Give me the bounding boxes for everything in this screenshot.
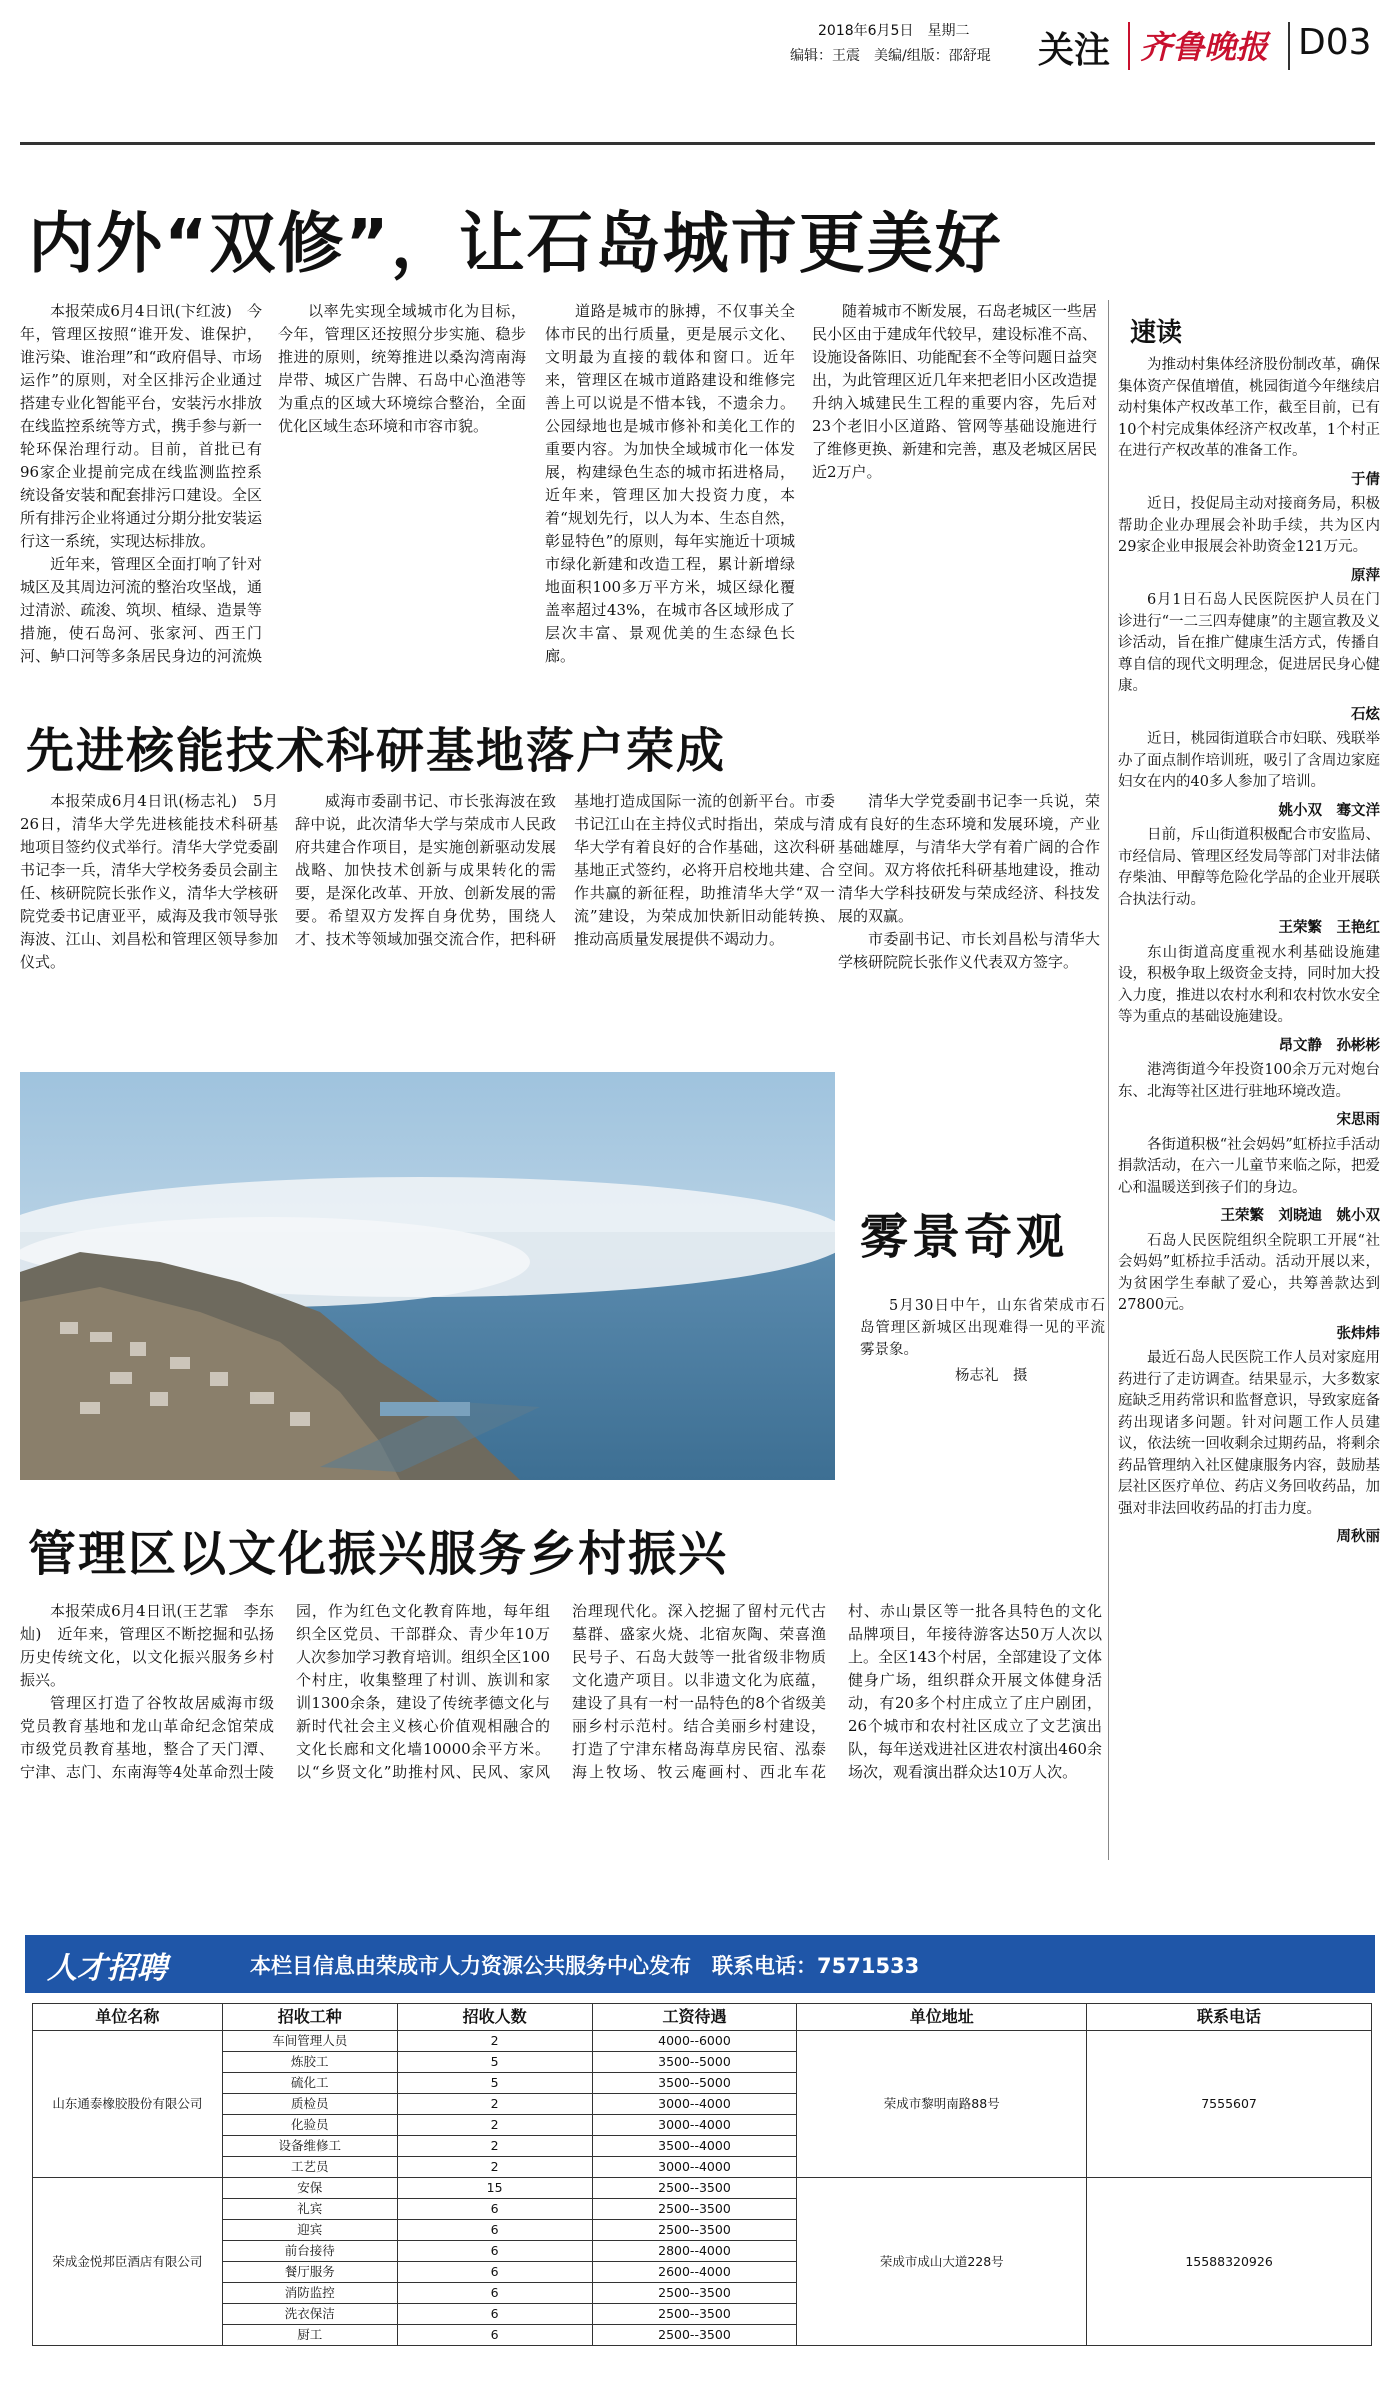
job-title: 迎宾 — [222, 2220, 397, 2241]
headcount: 5 — [397, 2073, 592, 2094]
table-row — [33, 2178, 1372, 2199]
headcount: 2 — [397, 2157, 592, 2178]
company-name: 荣成金悦邦臣酒店有限公司 — [33, 2178, 223, 2346]
article1-paragraph: 以率先实现全域城市化为目标，今年，管理区还按照分步实施、稳步推进的原则，统筹推进以桑沟湾南海岸带、城区广告牌、石岛中心渔港等为重点的区域大环境综合整治，全面优化区域生态环境和市容市貌。 — [278, 302, 526, 435]
masthead-divider-2 — [1288, 22, 1290, 70]
salary: 3000--4000 — [592, 2157, 797, 2178]
article2-col3 — [838, 790, 1100, 1050]
brief-author: 张炜炜 — [1336, 1324, 1380, 1342]
job-title: 消防监控 — [222, 2283, 397, 2304]
brief-item: 近日，投促局主动对接商务局，积极帮助企业办理展会补助手续，共为区内29家企业申报展会补助资金121万元。 — [1118, 496, 1380, 555]
section-label: 关注 — [1038, 30, 1111, 71]
brief-item: 东山街道高度重视水利基础设施建设，积极争取上级资金支持，同时加大投入力度，推进以农村水利和农村饮水安全等为重点的基础设施建设。 — [1118, 944, 1380, 1025]
masthead-divider — [1128, 22, 1130, 70]
sidebar-title: 速读 — [1130, 318, 1183, 348]
fog-photo — [20, 1072, 835, 1480]
brief-author: 昂文静 孙彬彬 — [1278, 1036, 1380, 1054]
brief-author: 周秋丽 — [1336, 1528, 1380, 1545]
salary: 2500--3500 — [592, 2283, 797, 2304]
article1-col2 — [278, 300, 526, 670]
column-header: 工资待遇 — [592, 2004, 797, 2031]
headcount: 6 — [397, 2220, 592, 2241]
jobs-table — [32, 2003, 1372, 2346]
headcount: 6 — [397, 2241, 592, 2262]
column-header: 招收工种 — [222, 2004, 397, 2031]
brief-item: 为推动村集体经济股份制改革，确保集体资产保值增值，桃园街道今年继续启动村集体产权改革工作，截至目前，已有10个村完成集体经济产权改革，1个村正在进行产权改革的准备工作。 — [1118, 357, 1380, 459]
company-phone: 15588320926 — [1087, 2178, 1372, 2346]
brief-author: 原萍 — [1351, 566, 1380, 584]
company-address: 荣成市黎明南路88号 — [797, 2031, 1087, 2178]
sidebar-divider — [1108, 300, 1109, 1860]
salary: 3000--4000 — [592, 2115, 797, 2136]
job-title: 餐厅服务 — [222, 2262, 397, 2283]
brief-item: 近日，桃园街道联合市妇联、残联举办了面点制作培训班，吸引了含周边家庭妇女在内的40多人参加了培训。 — [1118, 731, 1380, 790]
headcount: 2 — [397, 2136, 592, 2157]
salary: 3500--4000 — [592, 2136, 797, 2157]
headcount: 6 — [397, 2199, 592, 2220]
article2-col2 — [295, 790, 835, 1050]
brief-author: 王荣繁 王艳红 — [1278, 919, 1380, 936]
headcount: 15 — [397, 2178, 592, 2199]
photo-caption-text: 5月30日中午，山东省荣成市石岛管理区新城区出现难得一见的平流雾景象。 — [860, 1298, 1105, 1358]
table-row — [33, 2031, 1372, 2052]
headcount: 5 — [397, 2052, 592, 2073]
job-title: 礼宾 — [222, 2199, 397, 2220]
recruit-logo: 人才招聘 — [47, 1951, 167, 1986]
job-title: 炼胶工 — [222, 2052, 397, 2073]
brief-item: 各街道积极“社会妈妈”虹桥拉手活动捐款活动，在六一儿童节来临之际，把爱心和温暖送到孩子们的身边。 — [1118, 1136, 1380, 1196]
article1-paragraph: 道路是城市的脉搏，不仅事关全体市民的出行质量，更是展示文化、文明最为直接的载体和窗口。近年来，管理区在城市道路建设和维修完善上可以说是不惜本钱，不遗余力。公园绿地也是城市修补和美化工作的重要内容。为加快全域城市化一体发展，构建绿色生态的城市拓进格局，近年来，管理区加大投资力度，本着“规划先行，以人为本、生态自然，彰显特色”的原则，每年实施近十项城市绿化新建和改造工程，累计新增绿地面积100多万平方米，城区绿化覆盖率超过43%，在城市各区域形成了层次丰富、景观优美的生态绿色长廊。 — [545, 302, 795, 665]
recruit-banner-text: 本栏目信息由荣成市人力资源公共服务中心发布 联系电话：7571533 — [250, 1954, 920, 1978]
column-header: 单位地址 — [797, 2004, 1087, 2031]
salary: 4000--6000 — [592, 2031, 797, 2052]
sidebar-briefs — [1118, 355, 1380, 1855]
article1-col3 — [545, 300, 795, 670]
salary: 2800--4000 — [592, 2241, 797, 2262]
article2-paragraph: 本报荣成6月4日讯(杨志礼) 5月26日，清华大学先进核能技术科研基地项目签约仪式举行。清华大学党委副书记李一兵，清华大学校务委员会副主任、核研院院长张作义，清华大学核研院党委书记唐亚平，威海及我市领导张海波、江山、刘昌松和管理区领导参加仪式。 — [20, 792, 278, 971]
headcount: 6 — [397, 2262, 592, 2283]
job-title: 硫化工 — [222, 2073, 397, 2094]
headcount: 2 — [397, 2094, 592, 2115]
brief-item: 港湾街道今年投资100余万元对炮台东、北海等社区进行驻地环境改造。 — [1118, 1062, 1380, 1100]
article1-paragraph: 随着城市不断发展，石岛老城区一些居民小区由于建成年代较早，建设标准不高、设施设备陈旧、功能配套不全等问题日益突出，为此管理区近几年来把老旧小区改造提升纳入城建民生工程的重要内容，先后对23个老旧小区道路、管网等基础设施进行了维修更换、新建和完善，惠及老城区居民近2万户。 — [812, 302, 1097, 481]
photo-caption — [860, 1295, 1105, 1365]
article2-col1 — [20, 790, 278, 1050]
brief-item: 最近石岛人民医院工作人员对家庭用药进行了走访调查。结果显示，大多数家庭缺乏用药常识和监督意识，导致家庭备药出现诸多问题。针对问题工作人员建议，依法统一回收剩余过期药品，将剩余药品管理纳入社区健康服务内容，鼓励基层社区医疗单位、药店义务回收药品，加强对非法回收药品的打击力度。 — [1118, 1350, 1380, 1517]
job-title: 设备维修工 — [222, 2136, 397, 2157]
salary: 2500--3500 — [592, 2304, 797, 2325]
job-title: 化验员 — [222, 2115, 397, 2136]
column-header: 单位名称 — [33, 2004, 223, 2031]
job-title: 车间管理人员 — [222, 2031, 397, 2052]
brief-author: 于倩 — [1351, 470, 1380, 488]
article1-paragraph: 本报荣成6月4日讯(卞红波) 今年，管理区按照“谁开发、谁保护，谁污染、谁治理”和“政府倡导、市场运作”的原则，对全区排污企业通过搭建专业化智能平台，安装污水排放在线监控系统等方式，携手参与新一轮环保治理行动。目前，首批已有96家企业提前完成在线监测监控系统设备安装和配套排污口建设。全区所有排污企业将通过分期分批安装运行这一系统，实现达标排放。 — [20, 302, 262, 550]
article2-paragraph: 市委副书记、市长刘昌松与清华大学核研院院长张作义代表双方签字。 — [838, 930, 1100, 971]
job-title: 厨工 — [222, 2325, 397, 2346]
headcount: 2 — [397, 2115, 592, 2136]
column-header: 联系电话 — [1087, 2004, 1372, 2031]
job-title: 工艺员 — [222, 2157, 397, 2178]
article3-body — [20, 1600, 1102, 1900]
column-header: 招收人数 — [397, 2004, 592, 2031]
article1-headline: 内外“双修”，让石岛城市更美好 — [28, 205, 1003, 282]
paper-logo: 齐鲁晚报 — [1140, 28, 1269, 66]
article1-col4 — [812, 300, 1097, 670]
company-name: 山东通泰橡胶股份有限公司 — [33, 2031, 223, 2178]
article2-paragraph: 清华大学党委副书记李一兵说，荣成有良好的生态环境和发展环境，产业基础雄厚，与清华大学有着广阔的合作空间。双方将依托科研基地建设，推动清华大学科技研发与荣成经济、科技发展的双赢。 — [838, 792, 1100, 925]
top-rule — [20, 142, 1375, 145]
article1-col1 — [20, 300, 262, 670]
brief-author: 石炫 — [1351, 705, 1380, 723]
issue-date: 2018年6月5日 星期二 — [818, 23, 970, 39]
salary: 2500--3500 — [592, 2199, 797, 2220]
brief-item: 6月1日石岛人民医院医护人员在门诊进行“一二三四寿健康”的主题宣教及义诊活动，旨在推广健康生活方式，传播自尊自信的现代文明理念，促进居民身心健康。 — [1118, 592, 1380, 694]
brief-author: 宋思雨 — [1336, 1111, 1380, 1128]
headcount: 6 — [397, 2325, 592, 2346]
salary: 3500--5000 — [592, 2073, 797, 2094]
salary: 3000--4000 — [592, 2094, 797, 2115]
headcount: 6 — [397, 2304, 592, 2325]
job-title: 洗衣保洁 — [222, 2304, 397, 2325]
article2-paragraph: 威海市委副书记、市长张海波在致辞中说，此次清华大学与荣成市人民政府共建合作项目，是实施创新驱动发展战略、加快技术创新与成果转化的需要，是深化改革、开放、创新发展的需要。希望双方发挥自身优势，围绕人才、技术等领域加强交流合作，把科研基地打造成国际一流的创新平台。市委书记江山在主持仪式时指出，荣成与清华大学有着良好的合作基础，这次科研基地正式签约，必将开启校地共建、合作共赢的新征程，助推清华大学“双一流”建设，为荣成加快新旧动能转换、推动高质量发展提供不竭动力。 — [295, 792, 835, 948]
salary: 3500--5000 — [592, 2052, 797, 2073]
jobs-table-header — [33, 2004, 1372, 2031]
article3-paragraph: 本报荣成6月4日讯(王艺霏 李东灿) 近年来，管理区不断挖掘和弘扬历史传统文化，以文化振兴服务乡村振兴。 — [20, 1602, 274, 1689]
editor-credits: 编辑：王震 美编/组版：邵舒琨 — [790, 48, 991, 64]
brief-author: 姚小双 骞文洋 — [1278, 801, 1380, 819]
salary: 2600--4000 — [592, 2262, 797, 2283]
salary: 2500--3500 — [592, 2178, 797, 2199]
headcount: 6 — [397, 2283, 592, 2304]
brief-item: 日前，斥山街道积极配合市安监局、市经信局、管理区经发局等部门对非法储存柴油、甲醇等危险化学品的企业开展联合执法行动。 — [1118, 827, 1380, 908]
article3-paragraph: 管理区打造了谷牧故居威海市级党员教育基地和龙山革命纪念馆荣成市级党员教育基地，整合了天门潭、宁津、志门、东南海等4处革命烈士陵园，作为红色文化教育阵地，每年组织全区党员、干部群众、青少年10万人次参加学习教育培训。组织全区100个村庄，收集整理了村训、族训和家训1300余条，建设了传统孝德文化与新时代社会主义核心价值观相融合的文化长廊和文化墙10000余平方米。以“乡贤文化”助推村风、民风、家风治理现代化。深入挖掘了留村元代古墓群、盛家火烧、北宿灰陶、荣喜渔民号子、石岛大鼓等一批省级非物质文化遗产项目。以非遗文化为底蕴，建设了具有一村一品特色的8个省级美丽乡村示范村。结合美丽乡村建设，打造了宁津东楮岛海草房民宿、泓泰海上牧场、牧云庵画村、西北车花村、赤山景区等一批各具特色的文化品牌项目，年接待游客达50万人次以上。全区143个村居，全部建设了文体健身广场，组织群众开展文体健身活动，有20多个村庄成立了庄户剧团，26个城市和农村社区成立了文艺演出队，每年送戏进社区进农村演出460余场次，观看演出群众达10万人次。 — [20, 1602, 1102, 1781]
headcount: 2 — [397, 2031, 592, 2052]
salary: 2500--3500 — [592, 2325, 797, 2346]
article2-headline: 先进核能技术科研基地落户荣成 — [26, 723, 727, 779]
photo-title: 雾景奇观 — [860, 1209, 1069, 1265]
brief-author: 王荣繁 刘晓迪 姚小双 — [1220, 1207, 1380, 1224]
photo-credit: 杨志礼 摄 — [955, 1368, 1028, 1384]
page-number: D03 — [1298, 22, 1372, 63]
recruit-banner — [25, 1935, 1375, 1993]
salary: 2500--3500 — [592, 2220, 797, 2241]
job-title: 安保 — [222, 2178, 397, 2199]
article1-paragraph: 近年来，管理区全面打响了针对城区及其周边河流的整治攻坚战，通过清淤、疏浚、筑坝、植绿、造景等措施，使石岛河、张家河、西王门河、鲈口河等多条居民身边的河流焕 — [20, 555, 262, 665]
article3-headline: 管理区以文化振兴服务乡村振兴 — [28, 1526, 729, 1582]
job-title: 前台接待 — [222, 2241, 397, 2262]
company-phone: 7555607 — [1087, 2031, 1372, 2178]
company-address: 荣成市成山大道228号 — [797, 2178, 1087, 2346]
brief-item: 石岛人民医院组织全院职工开展“社会妈妈”虹桥拉手活动。活动开展以来，为贫困学生奉献了爱心，共筹善款达到27800元。 — [1118, 1232, 1380, 1313]
job-title: 质检员 — [222, 2094, 397, 2115]
